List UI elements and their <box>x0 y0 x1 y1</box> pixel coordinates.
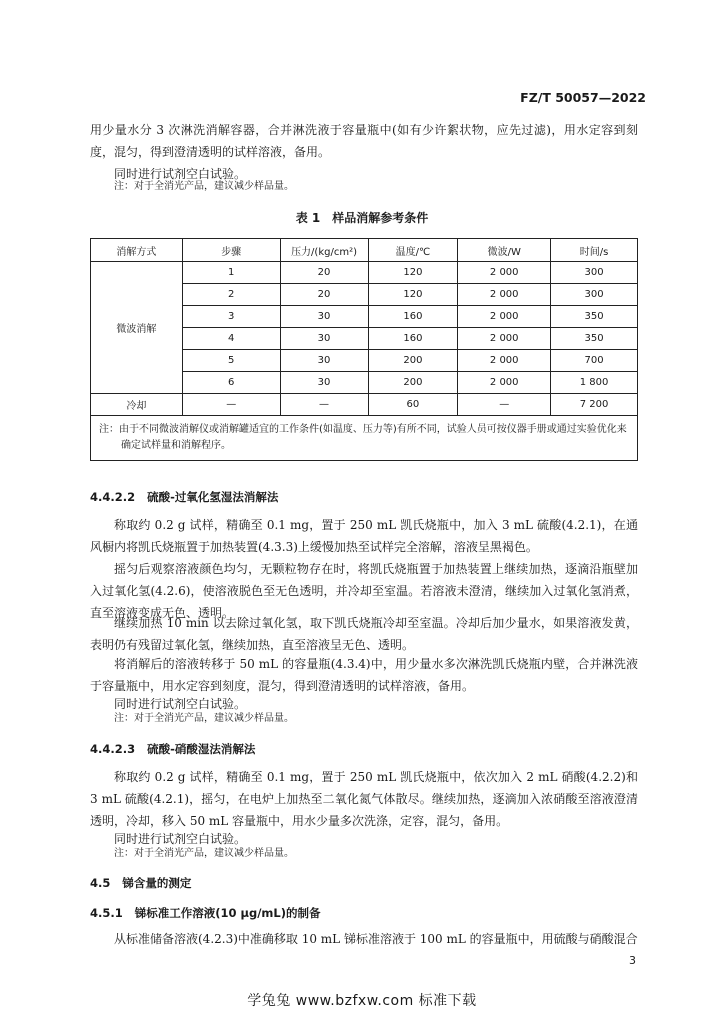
temperature-cell: 120 <box>368 284 458 306</box>
power-cell: 2 000 <box>458 372 551 394</box>
digestion-conditions-table <box>90 238 638 461</box>
section-title: 锑标准工作溶液(10 μg/mL)的制备 <box>134 906 321 920</box>
pressure-cell: 20 <box>280 284 368 306</box>
blank-test-paragraph: 同时进行试剂空白试验。 <box>114 832 247 846</box>
pressure-cell: 20 <box>280 262 368 284</box>
table-header-row <box>91 239 638 262</box>
section-heading-45 <box>90 875 191 891</box>
time-cell: 1 800 <box>551 372 638 394</box>
note: 注：对于全消光产品，建议减少样品量。 <box>114 713 294 724</box>
header-microwave: 微波/W <box>458 239 551 262</box>
table-row <box>91 262 638 284</box>
table-title: 表 1 样品消解参考条件 <box>295 211 429 225</box>
power-cell: 2 000 <box>458 328 551 350</box>
header-step: 步骤 <box>182 239 280 262</box>
header-temperature: 温度/℃ <box>368 239 458 262</box>
page-number: 3 <box>629 954 636 967</box>
temperature-cell: 160 <box>368 306 458 328</box>
cooling-label-cell: 冷却 <box>91 394 183 416</box>
step-cell: 1 <box>182 262 280 284</box>
section-number: 4.5.1 <box>90 906 123 920</box>
paragraph: 称取约 0.2 g 试样，精确至 0.1 mg，置于 250 mL 凯氏烧瓶中，依次加入 2 mL 硝酸(4.2.2)和 3 mL 硫酸(4.2.1)，摇匀，在电炉上加热至二氧化氮气体散尽。继续加热，逐滴加入浓硝酸至溶液澄清透明，冷却，移入 50 mL 容量瓶中，用水少量多次洗涤，定容，混匀，备用。 <box>90 770 638 828</box>
section-heading-451 <box>90 905 320 921</box>
header-time: 时间/s <box>551 239 638 262</box>
time-cell: 350 <box>551 328 638 350</box>
section-heading-4422 <box>90 489 278 505</box>
power-cell: 2 000 <box>458 262 551 284</box>
pressure-cell: 30 <box>280 328 368 350</box>
section-number: 4.4.2.3 <box>90 742 136 756</box>
time-cell: 350 <box>551 306 638 328</box>
pressure-cell: 30 <box>280 350 368 372</box>
method-microwave-cell: 微波消解 <box>91 262 183 394</box>
pressure-cell: 30 <box>280 372 368 394</box>
power-cell: 2 000 <box>458 350 551 372</box>
section-title: 硫酸-过氧化氢湿法消解法 <box>147 490 279 504</box>
step-cell: 2 <box>182 284 280 306</box>
blank-test-paragraph: 同时进行试剂空白试验。 <box>114 167 247 181</box>
step-cell: 3 <box>182 306 280 328</box>
intro-paragraph: 用少量水分 3 次淋洗消解容器，合并淋洗液于容量瓶中(如有少许絮状物，应先过滤)，用水定容到刻度，混匀，得到澄清透明的试样溶液，备用。 <box>90 123 638 159</box>
time-cell: 300 <box>551 262 638 284</box>
temperature-cell: 200 <box>368 350 458 372</box>
temperature-cell: 200 <box>368 372 458 394</box>
paragraph: 将消解后的溶液转移于 50 mL 的容量瓶(4.3.4)中，用少量水多次淋洗凯氏烧瓶内壁，合并淋洗液于容量瓶中，用水定容到刻度，混匀，得到澄清透明的试样溶液，备用。 <box>90 657 638 693</box>
paragraph: 从标准储备溶液(4.2.3)中准确移取 10 mL 锑标准溶液于 100 mL 的容量瓶中，用硫酸与硝酸混合 <box>114 932 638 946</box>
cooling-row <box>91 394 638 416</box>
header-pressure: 压力/(kg/cm²) <box>280 239 368 262</box>
paragraph: 摇匀后观察溶液颜色均匀，无颗粒物存在时，将凯氏烧瓶置于加热装置上继续加热，逐滴沿瓶壁加入过氧化氢(4.2.6)，使溶液脱色至无色透明，并冷却至室温。若溶液未澄清，继续加入过氧化氢消煮，直至溶液变成无色、透明。 <box>90 562 638 620</box>
step-cell: 4 <box>182 328 280 350</box>
section-title: 锑含量的测定 <box>122 876 192 890</box>
header-method: 消解方式 <box>91 239 183 262</box>
section-number: 4.4.2.2 <box>90 490 136 504</box>
table-note: 注：由于不同微波消解仪或消解罐适宜的工作条件(如温度、压力等)有所不同，试验人员可按仪器手册或通过实验优化来确定试样量和消解程序。 <box>91 416 638 461</box>
power-cell: 2 000 <box>458 284 551 306</box>
temperature-cell: 60 <box>368 394 458 416</box>
temperature-cell: 120 <box>368 262 458 284</box>
time-cell: 7 200 <box>551 394 638 416</box>
standard-code: FZ/T 50057—2022 <box>520 90 646 105</box>
step-cell: 5 <box>182 350 280 372</box>
power-cell: 2 000 <box>458 306 551 328</box>
section-title: 硫酸-硝酸湿法消解法 <box>147 742 256 756</box>
watermark-footer: 学兔兔 www.bzfxw.com 标准下载 <box>247 993 477 1009</box>
step-cell: — <box>182 394 280 416</box>
section-number: 4.5 <box>90 876 111 890</box>
note: 注：对于全消光产品，建议减少样品量。 <box>114 181 294 192</box>
temperature-cell: 160 <box>368 328 458 350</box>
step-cell: 6 <box>182 372 280 394</box>
paragraph: 继续加热 10 min 以去除过氧化氢，取下凯氏烧瓶冷却至室温。冷却后加少量水，如果溶液发黄，表明仍有残留过氧化氢，继续加热，直至溶液呈无色、透明。 <box>90 616 638 652</box>
pressure-cell: — <box>280 394 368 416</box>
table-note-row <box>91 416 638 461</box>
blank-test-paragraph: 同时进行试剂空白试验。 <box>114 697 247 711</box>
section-heading-4423 <box>90 741 255 757</box>
paragraph: 称取约 0.2 g 试样，精确至 0.1 mg，置于 250 mL 凯氏烧瓶中，加入 3 mL 硫酸(4.2.1)，在通风橱内将凯氏烧瓶置于加热装置(4.3.3)上缓慢加热至试样完全溶解，溶液呈黑褐色。 <box>90 518 638 554</box>
power-cell: — <box>458 394 551 416</box>
note: 注：对于全消光产品，建议减少样品量。 <box>114 848 294 859</box>
pressure-cell: 30 <box>280 306 368 328</box>
time-cell: 700 <box>551 350 638 372</box>
time-cell: 300 <box>551 284 638 306</box>
